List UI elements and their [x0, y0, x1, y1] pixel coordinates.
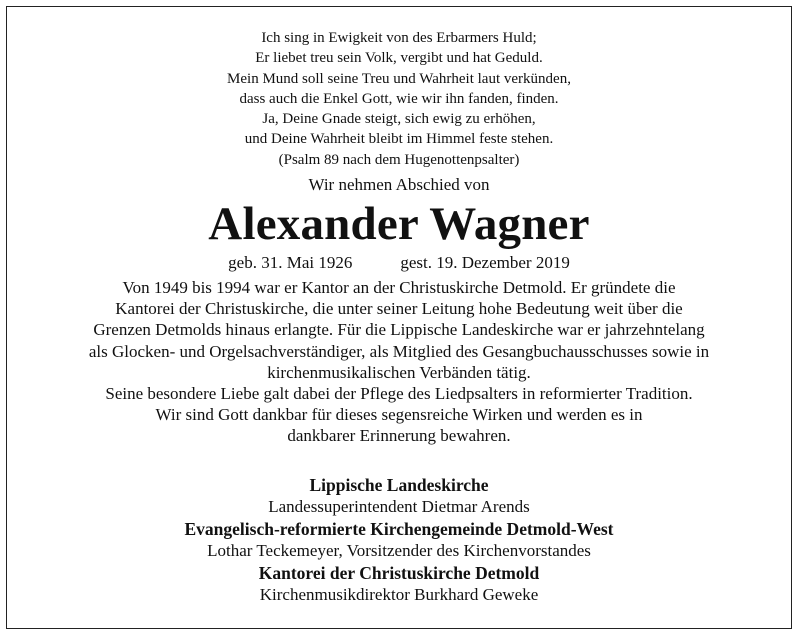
psalm-line: Mein Mund soll seine Treu und Wahrheit laut verkünden,	[227, 70, 571, 87]
signer-person: Kirchenmusikdirektor Burkhard Geweke	[259, 585, 539, 604]
biography-line: Von 1949 bis 1994 war er Kantor an der Christuskirche Detmold. Er gründete die	[122, 278, 676, 297]
death-date: gest. 19. Dezember 2019	[400, 253, 570, 272]
psalm-line: Er liebet treu sein Volk, vergibt und hat Geduld.	[255, 50, 543, 67]
signer-person: Landessuperintendent Dietmar Arends	[268, 497, 530, 516]
signer-organization: Kantorei der Christuskirche Detmold	[258, 563, 540, 583]
signer-organization: Evangelisch-reformierte Kirchengemeinde Detmold-West	[184, 519, 614, 539]
biography-line: Grenzen Detmolds hinaus erlangte. Für die Lippische Landeskirche war er jahrzehntelang	[93, 320, 705, 340]
psalm-line: Ich sing in Ewigkeit von des Erbarmers Huld;	[261, 30, 537, 46]
psalm-verse	[7, 28, 791, 170]
psalm-line: Ja, Deine Gnade steigt, sich ewig zu erhöhen,	[262, 111, 536, 128]
farewell-intro: Wir nehmen Abschied von	[308, 175, 490, 194]
obituary-notice	[6, 6, 792, 629]
psalm-line: und Deine Wahrheit bleibt im Himmel feste stehen.	[244, 131, 554, 148]
life-dates	[7, 252, 791, 274]
biography-line: kirchenmusikalischen Verbänden tätig.	[267, 362, 531, 382]
biography	[7, 277, 791, 447]
biography-line: Seine besondere Liebe galt dabei der Pflege des Liedpsalters in reformierter Tradition.	[105, 384, 693, 404]
signers	[7, 474, 791, 606]
signer-organization: Lippische Landeskirche	[309, 475, 489, 495]
biography-line: Kantorei der Christuskirche, die unter seiner Leitung hohe Bedeutung weit über die	[115, 299, 683, 319]
deceased-name: Alexander Wagner	[208, 198, 590, 250]
biography-line: dankbarer Erinnerung bewahren.	[287, 426, 511, 446]
biography-line: als Glocken- und Orgelsachverständiger, als Mitglied des Gesangbuchausschusses sowie in	[88, 341, 710, 361]
signer-person: Lothar Teckemeyer, Vorsitzender des Kirchenvorstandes	[207, 541, 591, 560]
psalm-source: (Psalm 89 nach dem Hugenottenpsalter)	[278, 151, 520, 168]
birth-date: geb. 31. Mai 1926	[228, 253, 353, 272]
psalm-line: dass auch die Enkel Gott, wie wir ihn fanden, finden.	[239, 90, 559, 107]
biography-line: Wir sind Gott dankbar für dieses segensreiche Wirken und werden es in	[155, 405, 643, 425]
